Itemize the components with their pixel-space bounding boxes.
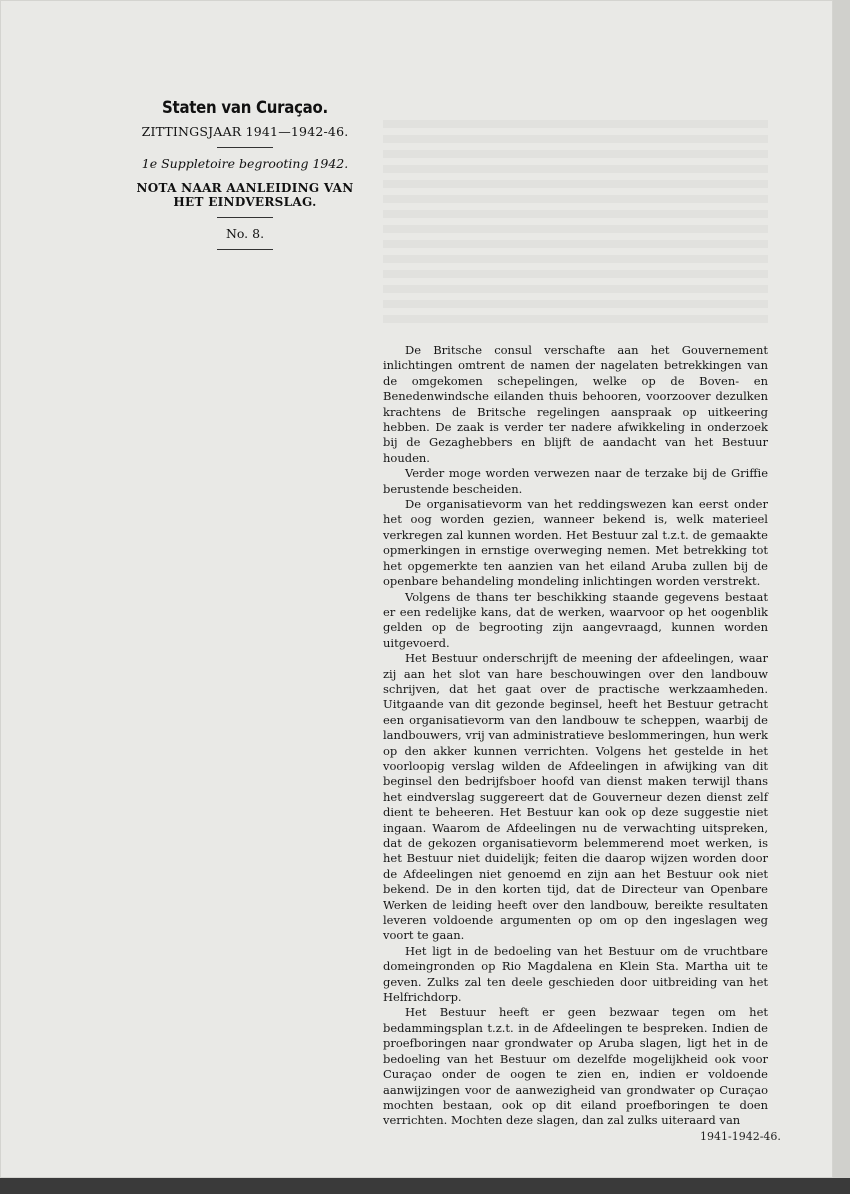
nota-heading bbox=[120, 181, 370, 209]
nota-heading-line2: HET EINDVERSLAG. bbox=[173, 195, 317, 209]
paragraph: Volgens de thans ter beschikking staande gegevens bestaat er een redelijke kans, dat de werken, waarvoor op het oogenblik gelden op de begrooting zijn aangevraagd, kunnen worden uitgevoerd. bbox=[383, 589, 768, 650]
document-title: Staten van Curaçao. bbox=[162, 98, 328, 118]
divider bbox=[217, 147, 273, 148]
header-block bbox=[120, 98, 370, 258]
document-number: No. 8. bbox=[225, 226, 265, 241]
page-footer: 1941-1942-46. bbox=[700, 1130, 781, 1143]
page-edge bbox=[833, 0, 850, 1194]
paragraph: Het Bestuur onderschrijft de meening der afdeelingen, waar zij aan het slot van hare beschouwingen over den landbouw schrijven, dat het gaat over de practische werkzaamheden. Uitgaande van dit gezonde beginsel, heeft het Bestuur getracht een organisatievorm van den landbouw te scheppen, waarbij de landbouwers, vrij van administratieve beslommeringen, hun werk op den akker kunnen verrichten. Volgens het gestelde in het voorloopig verslag wilden de Afdeelingen in afwijking van dit beginsel den bedrijfsboer hoofd van dienst maken terwijl thans het eindverslag suggereert dat de Gouverneur dezen dienst zelf dient te beheeren. Het Bestuur kan ook op deze suggestie niet ingaan. Waarom de Afdeelingen nu de verwachting uitspreken, dat de gekozen organisatievorm belemmerend moet werken, is het Bestuur niet duidelijk; feiten die daarop wijzen worden door de Afdeelingen niet genoemd en zijn aan het Bestuur ook niet bekend. De in den korten tijd, dat de Directeur van Openbare Werken de leiding heeft over den landbouw, bereikte resultaten leveren voldoende argumenten op om op den ingeslagen weg voort te gaan. bbox=[383, 651, 768, 943]
divider bbox=[217, 217, 273, 218]
divider bbox=[217, 249, 273, 250]
paragraph: De Britsche consul verschafte aan het Gouvernement inlichtingen omtrent de namen der nagelaten betrekkingen van de omgekomen schepelingen, welke op de Boven- en Benedenwindsche eilanden thuis behooren, voorzoover dezulken krachtens de Britsche regelingen aanspraak op uitkeering hebben. De zaak is verder ter nadere afwikkeling in onderzoek bij de Gezaghebbers en blijft de aandacht van het Bestuur houden. bbox=[383, 343, 768, 465]
paragraph: Verder moge worden verwezen naar de terzake bij de Griffie berustende bescheiden. bbox=[383, 466, 768, 496]
bleed-through-text bbox=[383, 120, 768, 330]
nota-heading-line1: NOTA NAAR AANLEIDING VAN bbox=[136, 181, 354, 195]
body-text bbox=[383, 343, 768, 1129]
paragraph: Het Bestuur heeft er geen bezwaar tegen om het bedammingsplan t.z.t. in de Afdeelingen te bespreken. Indien de proefboringen naar grondwater op Aruba slagen, ligt het in de bedoeling van het Bestuur om dezelfde mogelijkheid ook voor Curaçao onder de oogen te zien en, indien er voldoende aanwijzingen voor de aanwezigheid van grondwater op Curaçao mochten bestaan, ook op dit eiland proefboringen te doen verrichten. Mochten deze slagen, dan zal zulks uiteraard van bbox=[383, 1005, 768, 1128]
supplement-line: 1e Suppletoire begrooting 1942. bbox=[141, 156, 349, 171]
paragraph: De organisatievorm van het reddingswezen kan eerst onder het oog worden gezien, wanneer bekend is, welk materieel verkregen zal kunnen worden. Het Bestuur zal t.z.t. de gemaakte opmerkingen in ernstige overweging nemen. Met betrekking tot het opgemerkte ten aanzien van het eiland Aruba zullen bij de openbare behandeling mondeling inlichtingen worden verstrekt. bbox=[383, 497, 768, 589]
paragraph: Het ligt in de bedoeling van het Bestuur om de vruchtbare domeingronden op Rio Magdalena en Klein Sta. Martha uit te geven. Zulks zal ten deele geschieden door uitbreiding van het Helfrichdorp. bbox=[383, 943, 768, 1005]
scan-border bbox=[0, 1178, 850, 1194]
session-line: ZITTINGSJAAR 1941—1942-46. bbox=[141, 124, 349, 139]
